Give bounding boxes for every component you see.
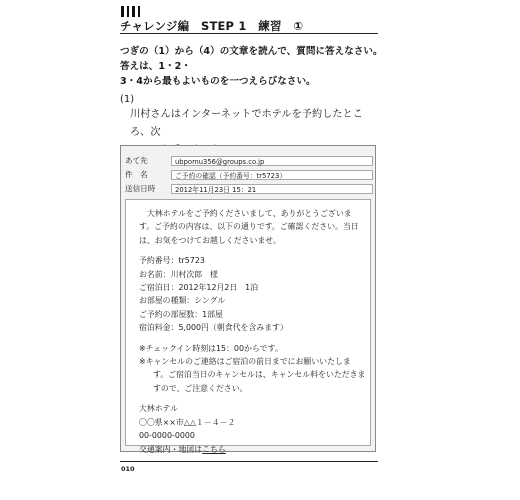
email-subject-row xyxy=(125,169,373,180)
instruction-line: つぎの（1）から（4）の文章を読んで、質問に答えなさい。答えは、1・2・ xyxy=(120,46,383,72)
page-header: チャレンジ編 STEP 1 練習 ① xyxy=(120,19,304,33)
room-type: お部屋の種類：シングル xyxy=(139,296,226,306)
subject-label: 件 名 xyxy=(125,170,148,179)
date-field[interactable]: 2012年11月23日 15：21 xyxy=(171,184,373,194)
instruction-text xyxy=(120,44,390,89)
page-number: 010 xyxy=(121,465,135,473)
stay-date: ご宿泊日：2012年12月2日 1泊 xyxy=(139,283,259,293)
question-line: 川村さんはインターネットでホテルを予約したところ、次 xyxy=(130,109,363,138)
email-to-row xyxy=(125,155,373,166)
email-window xyxy=(120,145,376,452)
guest-name: お名前：川村次郎 様 xyxy=(139,269,218,279)
hotel-name: 大林ホテル xyxy=(139,404,179,414)
body-line: す。ご予約の内容は、以下の通りです。ご確認ください。当日 xyxy=(139,222,359,232)
access-map-link[interactable]: こちら xyxy=(202,444,226,454)
subject-field[interactable]: ご予約の確認（予約番号：tr5723） xyxy=(171,170,373,180)
body-line: は、お気をつけてお越しくださいませ。 xyxy=(139,235,281,245)
hotel-address: 〇〇県××市△△１－４－２ xyxy=(139,417,236,427)
footer-divider xyxy=(120,461,378,462)
question-number: (1) xyxy=(120,94,135,105)
reservation-number: 予約番号：tr5723 xyxy=(139,256,205,266)
email-body-content xyxy=(139,207,366,456)
date-label: 送信日時 xyxy=(125,184,156,193)
email-date-row xyxy=(125,183,373,194)
body-line: 大林ホテルをご予約くださいまして、ありがとうございま xyxy=(147,209,352,218)
checkin-note: ※チェックイン時刻は15：00からです。 xyxy=(139,343,283,353)
access-line xyxy=(139,443,363,456)
instruction-line: 3・4から最もよいものを一つえらびなさい。 xyxy=(120,76,316,87)
cancel-note: す。ご宿泊当日のキャンセルは、キャンセル料をいただきま xyxy=(153,370,366,380)
email-body xyxy=(125,199,371,454)
section-marker-bars xyxy=(121,6,140,17)
cancel-note: すので、ご注意ください。 xyxy=(153,383,248,393)
header-divider xyxy=(120,33,378,34)
access-text: 交通案内・地図は xyxy=(139,444,203,454)
cancel-note: ※キャンセルのご連絡はご宿泊の前日までにお願いいたしま xyxy=(139,357,351,367)
room-count: ご予約の部屋数：1部屋 xyxy=(139,309,223,319)
stay-fee: 宿泊料金：5,000円（朝食代を含みます） xyxy=(139,323,288,333)
to-label: あて先 xyxy=(125,156,148,165)
to-field[interactable]: ubpomu356@groups.co.jp xyxy=(171,156,373,166)
hotel-phone: 00-0000-0000 xyxy=(139,431,195,441)
